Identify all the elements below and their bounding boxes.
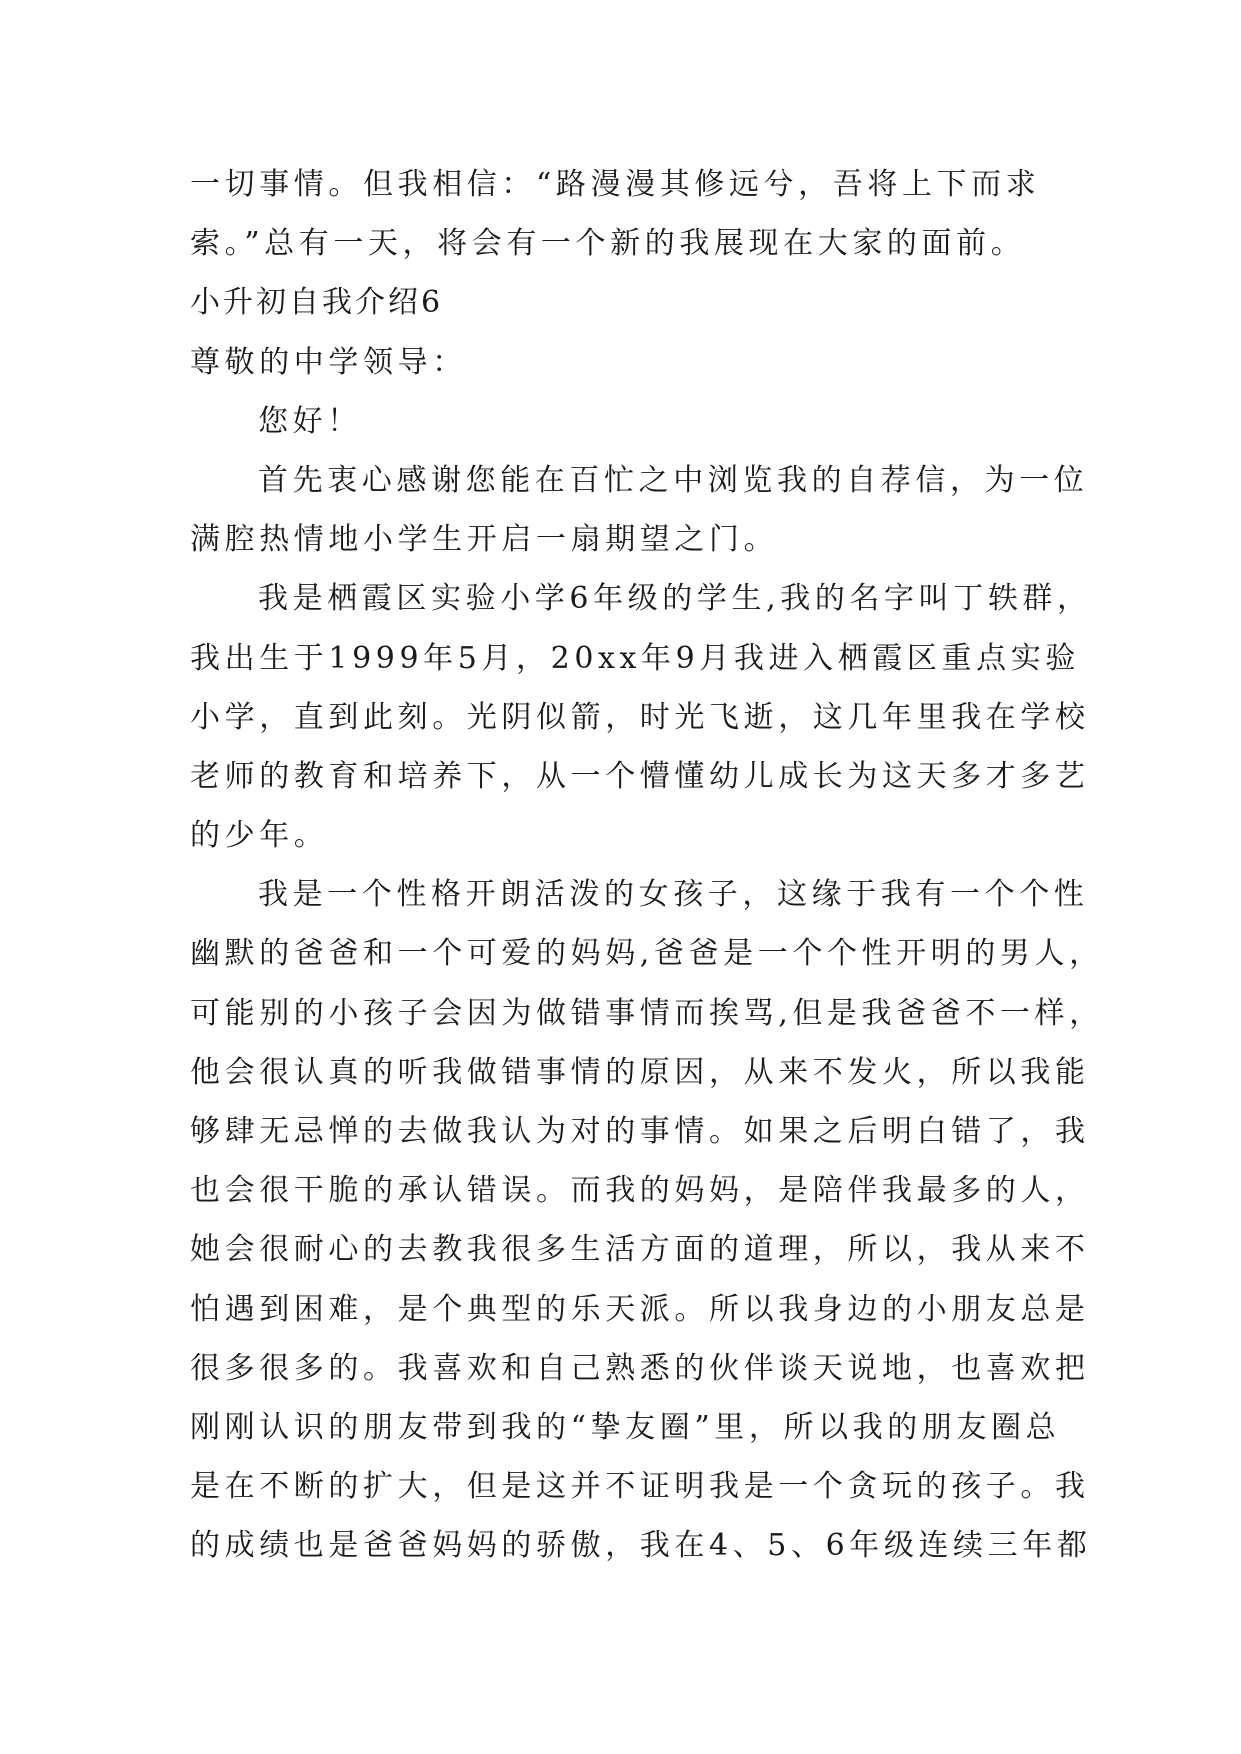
greeting: 您好！ xyxy=(258,403,362,439)
text-line: 刚刚认识的朋友带到我的“挚友圈”里，所以我的朋友圈总 xyxy=(190,1409,1061,1445)
text-line: 是在不断的扩大，但是这并不证明我是一个贪玩的孩子。我 xyxy=(190,1469,1090,1505)
paragraph-start: 我是一个性格开朗活泼的女孩子，这缘于我有一个个性 xyxy=(258,877,1089,913)
document-body xyxy=(190,155,1104,1576)
text-line: 很多很多的。我喜欢和自己熟悉的伙伴谈天说地，也喜欢把 xyxy=(190,1350,1090,1386)
text-line: 幽默的爸爸和一个可爱的妈妈,爸爸是一个个性开明的男人， xyxy=(190,936,1104,972)
text-line: 怕遇到困难，是个典型的乐天派。所以我身边的小朋友总是 xyxy=(190,1291,1090,1327)
text-line: 小学，直到此刻。光阴似箭，时光飞逝，这几年里我在学校 xyxy=(190,699,1090,735)
text-line: 一切事情。但我相信：“路漫漫其修远兮，吾将上下而求 xyxy=(190,167,1041,202)
text-line: 的成绩也是爸爸妈妈的骄傲，我在4、5、6年级连续三年都 xyxy=(190,1528,1092,1564)
paragraph-start: 首先衷心感谢您能在百忙之中浏览我的自荐信，为一位 xyxy=(258,462,1089,498)
text-line: 够肆无忌惮的去做我认为对的事情。如果之后明白错了，我 xyxy=(190,1114,1090,1149)
salutation: 尊敬的中学领导： xyxy=(190,344,467,380)
text-line: 我出生于1999年5月，20xx年9月我进入栖霞区重点实验 xyxy=(190,640,1080,676)
text-line: 的少年。 xyxy=(190,818,329,854)
text-line: 老师的教育和培养下，从一个懵懂幼儿成长为这天多才多艺 xyxy=(190,758,1090,794)
paragraph-start: 我是栖霞区实验小学6年级的学生,我的名字叫丁轶群， xyxy=(258,581,1092,617)
section-title: 小升初自我介绍6 xyxy=(190,285,444,321)
text-line: 她会很耐心的去教我很多生活方面的道理，所以，我从来不 xyxy=(190,1232,1090,1268)
text-line: 也会很干脆的承认错误。而我的妈妈，是陪伴我最多的人， xyxy=(190,1173,1090,1209)
text-line: 他会很认真的听我做错事情的原因，从来不发火，所以我能 xyxy=(190,1054,1090,1090)
text-line: 可能别的小孩子会因为做错事情而挨骂,但是我爸爸不一样， xyxy=(190,995,1104,1031)
text-line: 索。”总有一天，将会有一个新的我展现在大家的面前。 xyxy=(190,226,1026,262)
text-line: 满腔热情地小学生开启一扇期望之门。 xyxy=(190,522,779,558)
